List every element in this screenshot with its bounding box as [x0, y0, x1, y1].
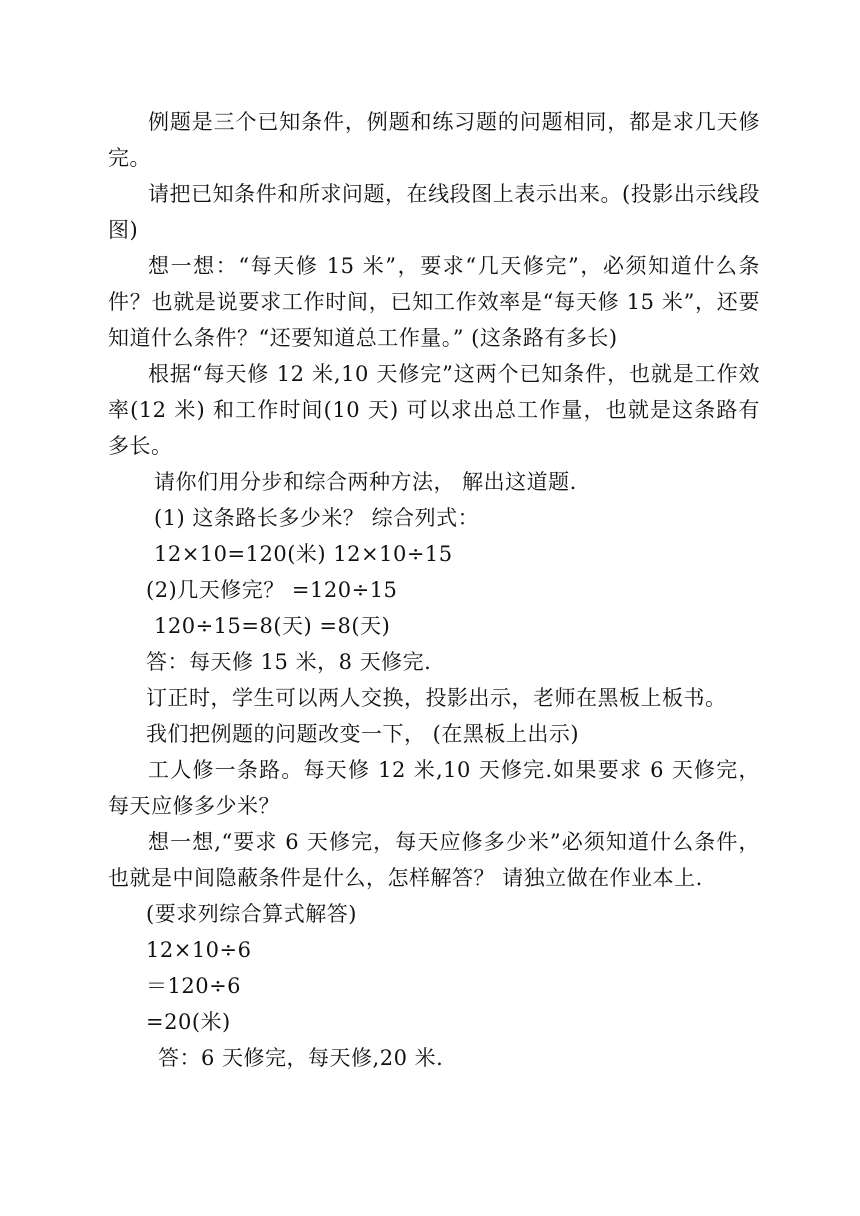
- line-question-1: (1) 这条路长多少米？ 综合列式：: [154, 506, 480, 530]
- paragraph-example-conditions: 例题是三个已知条件，例题和练习题的问题相同，都是求几天修完。: [108, 110, 760, 170]
- paragraph-line-diagram: 请把已知条件和所求问题，在线段图上表示出来。(投影出示线段图): [108, 182, 760, 242]
- line-calc-5: =20(米): [146, 1010, 231, 1034]
- paragraph-think-2: 想一想,“要求 6 天修完，每天应修多少米”必须知道什么条件，也就是中间隐蔽条件是什么，怎样解答？ 请独立做在作业本上.: [108, 830, 760, 890]
- line-change-question: 我们把例题的问题改变一下， (在黑板上出示): [146, 722, 580, 746]
- line-calc-1: 12×10=120(米) 12×10÷15: [154, 542, 453, 566]
- line-two-methods: 请你们用分步和综合两种方法， 解出这道题.: [154, 470, 577, 494]
- paragraph-based-on: 根据“每天修 12 米,10 天修完”这两个已知条件，也就是工作效率(12 米) 和工作时间(10 天) 可以求出总工作量，也就是这条路有多长。: [108, 362, 760, 458]
- document-body: [108, 104, 760, 1076]
- line-answer-1: 答：每天修 15 米，8 天修完.: [146, 650, 432, 674]
- line-requirement: (要求列综合算式解答): [146, 902, 357, 926]
- line-question-2: (2)几天修完？ =120÷15: [146, 578, 398, 602]
- line-calc-2: 120÷15=8(天) =8(天): [154, 614, 391, 638]
- paragraph-problem: 工人修一条路。每天修 12 米,10 天修完.如果要求 6 天修完，每天应修多少米？: [108, 758, 760, 818]
- line-calc-4: ＝120÷6: [146, 974, 242, 998]
- paragraph-think-1: 想一想：“每天修 15 米”，要求“几天修完”，必须知道什么条件？也就是说要求工作时间，已知工作效率是“每天修 15 米”，还要知道什么条件？“还要知道总工作量。” (这条路有多长): [108, 254, 760, 350]
- line-correction: 订正时，学生可以两人交换，投影出示，老师在黑板上板书。: [146, 686, 727, 710]
- line-calc-3: 12×10÷6: [146, 938, 252, 962]
- line-answer-2: 答：6 天修完，每天修,20 米.: [158, 1046, 444, 1070]
